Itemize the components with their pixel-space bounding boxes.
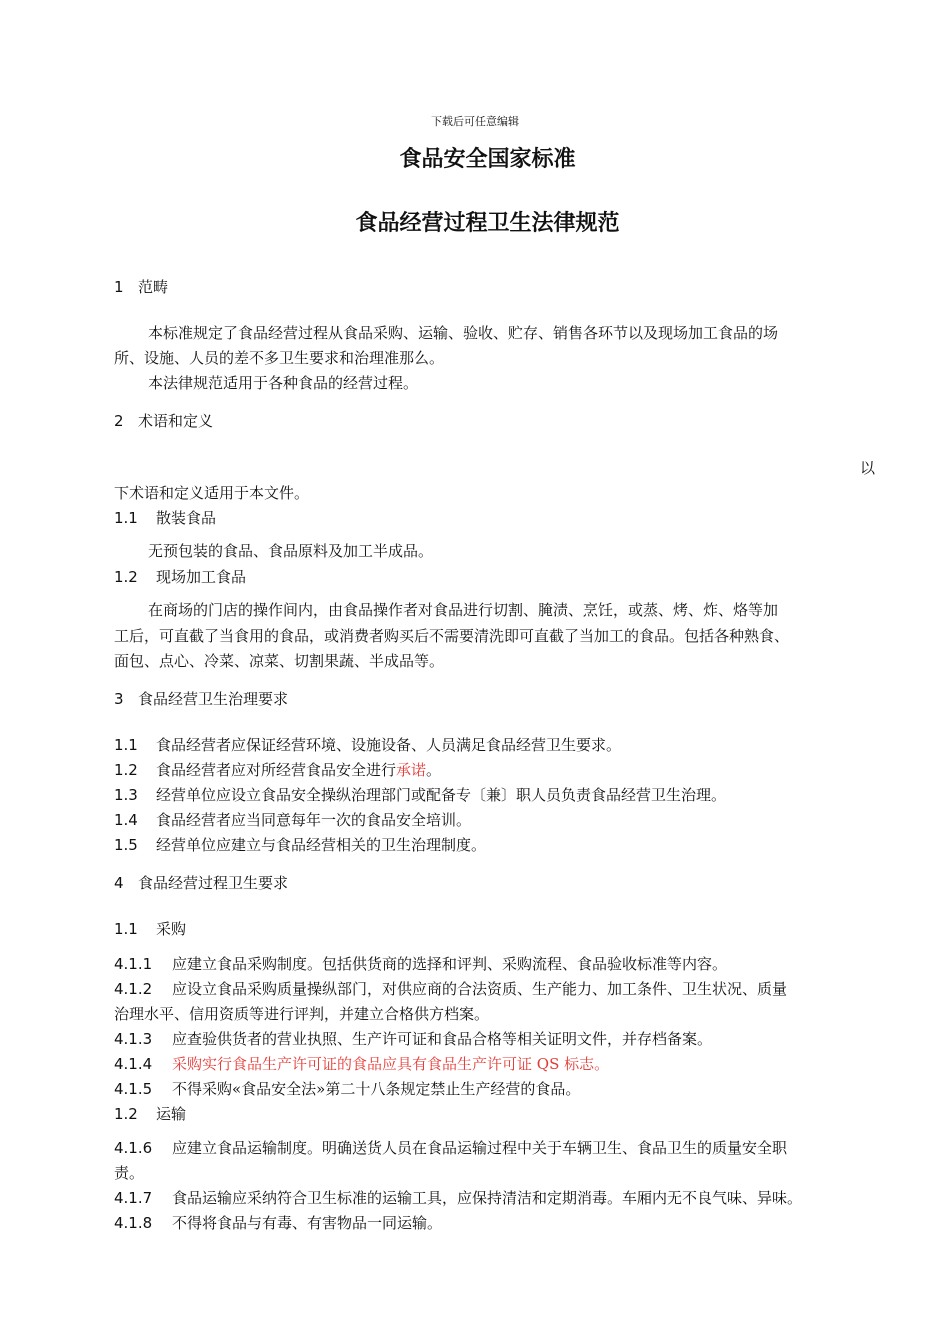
sec2-intro-right: 以 xyxy=(860,459,876,477)
sec2-sub2-line2: 工后，可直截了当食用的食品，或消费者购买后不需要清洗即可直截了当加工的食品。包括各种熟食、 xyxy=(114,627,790,645)
sec4-sub1-heading: 1.1 采购 xyxy=(114,920,187,938)
item-4-1-3: 4.1.3 应查验供货者的营业执照、生产许可证和食品合格等相关证明文件，并存档备案。 xyxy=(114,1030,713,1048)
item-4-1-4: 4.1.4 采购实行食品生产许可证的食品应具有食品生产许可证 QS 标志。 xyxy=(114,1055,610,1073)
header-note: 下载后可任意编辑 xyxy=(431,115,519,128)
sec3-item-1: 1.1 食品经营者应保证经营环境、设施设备、人员满足食品经营卫生要求。 xyxy=(114,736,622,754)
section-2-heading: 2 术语和定义 xyxy=(114,412,214,430)
item-4-1-6: 4.1.6 应建立食品运输制度。明确送货人员在食品运输过程中关于车辆卫生、食品卫生的质量安全职 xyxy=(114,1139,788,1157)
sec2-sub2-line3: 面包、点心、冷菜、凉菜、切割果蔬、半成品等。 xyxy=(114,652,445,670)
item-4-1-6-line2: 责。 xyxy=(114,1164,145,1182)
document-title: 食品安全国家标准 xyxy=(399,147,576,172)
section-3-heading: 3 食品经营卫生治理要求 xyxy=(114,690,289,708)
item-4-1-2-line2: 治理水平、信用资质等进行评判，并建立合格供方档案。 xyxy=(114,1005,490,1023)
sec3-item-3: 1.3 经营单位应设立食品安全操纵治理部门或配备专〔兼〕职人员负责食品经营卫生治理。 xyxy=(114,786,727,804)
sec3-item-4: 1.4 食品经营者应当同意每年一次的食品安全培训。 xyxy=(114,811,472,829)
sec1-para2: 本法律规范适用于各种食品的经营过程。 xyxy=(148,374,419,392)
item-4-1-1: 4.1.1 应建立食品采购制度。包括供货商的选择和评判、采购流程、食品验收标准等内容。 xyxy=(114,955,728,973)
sec2-sub2-line1: 在商场的门店的操作间内，由食品操作者对食品进行切割、腌渍、烹饪，或蒸、烤、炸、烙等加 xyxy=(148,601,779,619)
item-4-1-8: 4.1.8 不得将食品与有毒、有害物品一同运输。 xyxy=(114,1214,443,1232)
section-1-heading: 1 范畴 xyxy=(114,278,169,296)
highlight-qs-requirement: 采购实行食品生产许可证的食品应具有食品生产许可证 QS 标志。 xyxy=(172,1055,610,1073)
sec2-intro-line: 下术语和定义适用于本文件。 xyxy=(114,484,310,502)
section-4-heading: 4 食品经营过程卫生要求 xyxy=(114,874,289,892)
sec4-sub2-heading: 1.2 运输 xyxy=(114,1105,187,1123)
item-4-1-7: 4.1.7 食品运输应采纳符合卫生标准的运输工具，应保持清洁和定期消毒。车厢内无不良气味、异味。 xyxy=(114,1189,803,1207)
sec1-para1-line2: 所、设施、人员的差不多卫生要求和治理准那么。 xyxy=(114,349,445,367)
sec1-para1-line1: 本标准规定了食品经营过程从食品采购、运输、验收、贮存、销售各环节以及现场加工食品的场 xyxy=(148,324,779,342)
sec3-item-5: 1.5 经营单位应建立与食品经营相关的卫生治理制度。 xyxy=(114,836,487,854)
sec2-sub2-heading: 1.2 现场加工食品 xyxy=(114,568,247,586)
item-4-1-2: 4.1.2 应设立食品采购质量操纵部门，对供应商的合法资质、生产能力、加工条件、卫生状况、质量 xyxy=(114,980,788,998)
document-subtitle: 食品经营过程卫生法律规范 xyxy=(355,211,620,236)
highlight-commitment: 承诺 xyxy=(396,761,427,779)
sec2-sub1-text: 无预包装的食品、食品原料及加工半成品。 xyxy=(148,542,434,560)
sec3-item-2: 1.2 食品经营者应对所经营食品安全进行承诺。 xyxy=(114,761,442,779)
sec2-sub1-heading: 1.1 散装食品 xyxy=(114,509,217,527)
item-4-1-5: 4.1.5 不得采购«食品安全法»第二十八条规定禁止生产经营的食品。 xyxy=(114,1080,581,1098)
